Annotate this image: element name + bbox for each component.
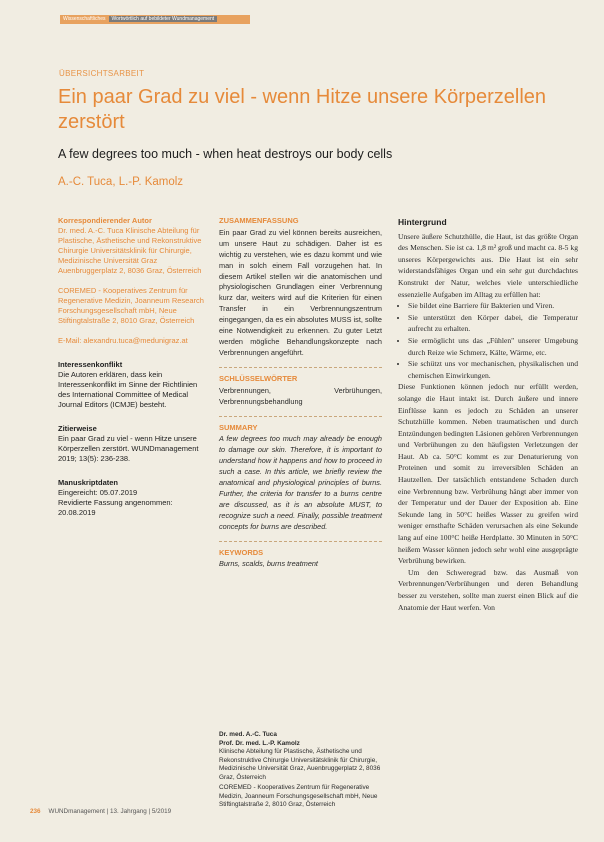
abstract-text: A few degrees too much may already be enough to damage our skin. Therefore, it is important to understand how it happens and how to proceed in such a case. In this article, we briefly review the anatomical and physiological principles of burns. Further, the criteria for transfer to a burns centre are discussed, as it is an absolute MUST, to recognize such a need. Finally, possible treatment concepts for burns are described. [219, 434, 382, 531]
manuscript-revised: Revidierte Fassung angenommen: 20.08.2019 [58, 498, 173, 517]
body-paragraph: Diese Funktionen können jedoch nur erfüllt werden, solange die Haut intakt ist. Durch äußere und innere Einflüsse kann es jedoch zu Schäden an unserer Schutzhülle kommen. Neben traumatischen und durch Entzündungen bedingten Läsionen gehören Verbrennungen und Verbrühungen zu den häufigsten Verletzungen der Haut. Ab ca. 50°C kommt es zur Denaturierung von Proteinen und somit zu irreversiblen Schäden an Hautzellen. Der tatsächlich entstandene Schaden durch eine Verbrennung bzw. Verbrühung hängt aber immer von der Temperatur und der Dauer der Exposition ab. Eine Sekunde lang in 50°C heißes Wasser zu greifen wird weniger ernsthafte Schäden verursachen als eine Sekunde lang auf eine 100°C heiße Herdplatte. 30 Minuten in 50°C heißem Wasser können jedoch sehr wohl eine ausgeprägte Verbrühung bewirken. [398, 382, 578, 566]
coremed-text: COREMED - Kooperatives Zentrum für Regenerative Medizin, Joanneum Research Forschungsgesellschaft mbH, Neue Stiftingtalstraße 2, 8010 Graz, Österreich [58, 286, 204, 325]
abstract-column [219, 216, 382, 570]
keywords-de-heading: SCHLÜSSELWÖRTER [219, 373, 298, 383]
list-item: • Sie unterstützt den Körper dabei, die Temperatur aufrecht zu erhalten. [408, 312, 578, 335]
summary-text: Ein paar Grad zu viel können bereits ausreichen, um unsere Haut zu schädigen. Daher ist es wichtig zu verstehen, wie es dazu kommt und wie man in solch einem Fall vorzugehen hat. In diesem Artikel stellen wir die anatomischen und physiologischen Grundlagen einer Verbrennung kurz dar, weiters wird auf die Kriterien für einen Transfer in ein Verbrennungszentrum eingegangen, da es ein absolutes MUSS ist, sollte eine Notwendigkeit zu erkennen. Zu guter Letzt werden mögliche Behandlungskonzepte nach Verbrennungen angeführt. [219, 227, 382, 357]
email-line[interactable]: E-Mail: alexandru.tuca@medunigraz.at [58, 336, 188, 345]
correspondence-block [219, 731, 389, 810]
body-column [398, 217, 578, 613]
citation-heading: Zitierweise [58, 424, 97, 433]
article-title: Ein paar Grad zu viel - wenn Hitze unsere Körperzellen zerstört [58, 86, 547, 133]
body-paragraph-2: Um den Schweregrad bzw. das Ausmaß von Verbrennungen/Verbrühungen und deren Behandlung besser zu verstehen, sollte man zuerst einen Blick auf die Anatomie der Haut werfen. Von [398, 567, 578, 612]
summary-heading: ZUSAMMENFASSUNG [219, 216, 299, 225]
article-subtitle: A few degrees too much - when heat destroys our body cells [58, 147, 393, 161]
page-footer [30, 808, 171, 815]
conflict-heading: Interessenkonflikt [58, 360, 123, 369]
list-item: • Sie ermöglicht uns das „Fühlen" unserer Umgebung durch Reize wie Schmerz, Kälte, Wärme, etc. [408, 335, 578, 358]
page-number: 236 [30, 808, 41, 815]
corr-author-2: Prof. Dr. med. L.-P. Kamolz [219, 739, 300, 747]
sidebar [58, 216, 208, 518]
function-list [398, 300, 578, 381]
corr-author-1: Dr. med. A.-C. Tuca [219, 731, 277, 738]
list-item: • Sie bildet eine Barriere für Bakterien und Viren. [408, 300, 578, 312]
background-heading: Hintergrund [398, 217, 447, 227]
citation-text: Ein paar Grad zu viel - wenn Hitze unsere Körperzellen zerstört. WUNDmanagement 2019; 13(5): 236-238. [58, 434, 199, 463]
manuscript-heading: Manuskriptdaten [58, 478, 119, 487]
manuscript-received: Eingereicht: 05.07.2019 [58, 488, 138, 497]
divider [219, 367, 382, 368]
journal-info: WUNDmanagement | 13. Jahrgang | 5/2019 [48, 808, 172, 815]
correspondence-heading: Korrespondierender Autor [58, 216, 152, 225]
category-tag [60, 15, 250, 24]
journal-strip: Wortwörtlich auf bebildeter Wundmanagement [109, 16, 218, 22]
abstract-heading: SUMMARY [219, 422, 258, 432]
divider [219, 541, 382, 542]
category-label: Wissenschaftliches [63, 16, 106, 22]
article-authors: A.-C. Tuca, L.-P. Kamolz [58, 176, 184, 188]
intro-paragraph: Unsere äußere Schutzhülle, die Haut, ist das größte Organ des Menschen. Sie ist ca. 1,8 m² groß und macht ca. 8-5 kg unseres Körpergewichts aus. Die Haut ist ein sehr widerstandsfähiges Organ und ein sehr gut durchdachtes Konstrukt der Natur, welches viele unterschiedliche essenzielle Aufgaben im Alltag zu erfüllen hat: [398, 231, 578, 299]
corr-affiliation: Klinische Abteilung für Plastische, Ästhetische und Rekonstruktive Chirurgie Universitätsklinik für Chirurgie, Medizinische Universität Graz, Auenbruggerplatz 2, 8036 Graz, Österreich [219, 748, 381, 781]
keywords-de-text: Verbrennungen, Verbrühungen, Verbrennungsbehandlung [219, 385, 382, 406]
keywords-en-text: Burns, scalds, burns treatment [219, 559, 318, 569]
corr-coremed: COREMED - Kooperatives Zentrum für Regenerative Medizin, Joanneum Forschungsgesellschaft mbH, Neue Stiftingtalstraße 2, 8010 Graz, Österreich [219, 784, 378, 808]
section-label: ÜBERSICHTSARBEIT [59, 69, 145, 78]
divider [219, 416, 382, 417]
correspondence-text: Dr. med. A.-C. Tuca Klinische Abteilung für Plastische, Ästhetische und Rekonstruktive Chirurgie Universitätsklinik für Chirurgie, Medizinische Universität Graz Auenbruggerplatz 2, 8036 Graz, Österreich [58, 226, 202, 275]
keywords-en-heading: KEYWORDS [219, 547, 264, 557]
list-item: • Sie schützt uns vor mechanischen, physikalischen und chemischen Einwirkungen. [408, 358, 578, 381]
conflict-text: Die Autoren erklären, dass kein Interessenkonflikt im Sinne der Richtlinien des International Committee of Medical Journal Editors (ICMJE) besteht. [58, 370, 198, 409]
